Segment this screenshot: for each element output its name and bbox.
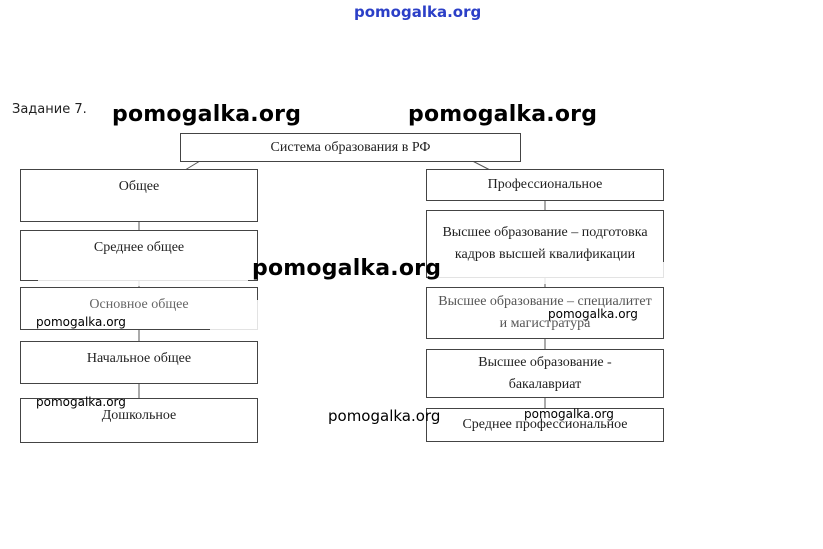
left-item-label: Среднее общее	[93, 240, 185, 255]
erasure-smudge	[210, 300, 270, 340]
watermark-text: pomogalka.org	[252, 256, 442, 281]
left-item-label: Начальное общее	[86, 351, 192, 366]
general-head-box	[20, 169, 258, 222]
watermark-text: pomogalka.org	[524, 407, 614, 421]
right-item-label: Высшее образование – специалитет и магистратура	[438, 294, 652, 331]
left-item-box	[20, 341, 258, 384]
professional-head-box	[426, 169, 664, 201]
watermark-text: pomogalka.org	[36, 315, 126, 329]
right-item-label: Среднее профессиональное	[462, 417, 628, 433]
root-box	[180, 133, 521, 162]
watermark-text: pomogalka.org	[112, 102, 302, 127]
left-item-label: Основное общее	[89, 297, 189, 312]
professional-head-label: Профессиональное	[487, 177, 603, 193]
watermark-text: pomogalka.org	[408, 102, 598, 127]
watermark-text: pomogalka.org	[36, 395, 126, 409]
right-item-label: Высшее образование - бакалавриат	[478, 354, 612, 392]
watermark-text: pomogalka.org	[328, 407, 441, 425]
erasure-smudge	[38, 262, 248, 286]
erasure-smudge	[430, 262, 680, 284]
watermark-text: pomogalka.org	[548, 307, 638, 321]
root-label: Система образования в РФ	[270, 139, 431, 155]
right-item-box	[426, 349, 664, 398]
task-label: Задание 7.	[12, 102, 87, 117]
left-item-label: Дошкольное	[101, 408, 177, 423]
header-watermark[interactable]: pomogalka.org	[354, 3, 482, 21]
general-head-label: Общее	[118, 179, 160, 194]
right-item-label: Высшее образование – подготовка кадров высшей квалификации	[442, 225, 648, 262]
